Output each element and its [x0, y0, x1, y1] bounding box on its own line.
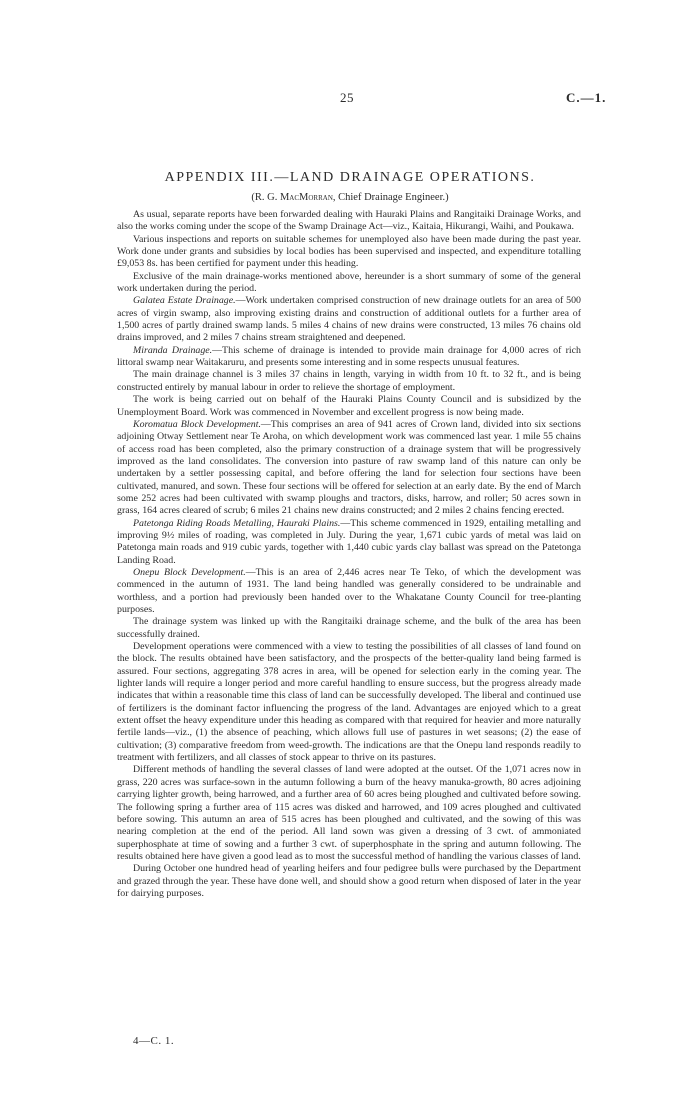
paragraph	[117, 234, 581, 271]
paragraph-text: Different methods of handling the several classes of land were adopted at the outset. Of the 1,071 acres now in grass, 220 acres was surface-sown in the autumn following a burn of the heavy manuka-growth, 80 acres adjoining carrying lighter growth, being harrowed, and a further area of 60 acres being ploughed and cultivated before sowing. The following spring a further area of 115 acres was disked and harrowed, and 109 acres ploughed and cultivated before sowing. This autumn an area of 515 acres has been ploughed and cultivated, and the sowing of this was nearing completion at the end of the period. All land sown was given a dressing of 3 cwt. of ammoniated superphosphate at time of sowing and a further 3 cwt. of superphosphate in the spring and autumn following. The results obtained here have given a good lead as to most the successful method of handling the various classes of land.	[117, 764, 581, 862]
signature-mark: 4—C. 1.	[133, 1035, 175, 1047]
paragraph	[117, 518, 581, 567]
page-number: 25	[340, 90, 354, 105]
paragraph	[117, 419, 581, 518]
paragraph-text: Various inspections and reports on suitable schemes for unemployed also have been made during the past year. Work done under grants and subsidies by local bodies has been supervised and inspected, and expenditure totalling £9,053 8s. has been certified for payment under this heading.	[117, 233, 581, 270]
paragraph-lead: Patetonga Riding Roads Metalling, Hauraki Plains.	[133, 517, 341, 529]
page-header	[0, 90, 700, 106]
paragraph	[117, 764, 581, 863]
paragraph-lead: Miranda Drainage.	[133, 344, 213, 356]
author-close: , Chief Drainage Engineer.)	[332, 192, 449, 203]
paragraph-text: Development operations were commenced with a view to testing the possibilities of all classes of land found on the block. The results obtained have been satisfactory, and the prospects of the better-quality land being farmed is assured. Four sections, aggregating 378 acres in area, will be opened for selection early in the coming year. The lighter lands will require a longer period and more careful handling to ensure success, but the progress already made indicates that within a reasonable time this class of land can be successfully developed. The liberal and continued use of fertilizers is the dominant factor influencing the progress of the land. Advantages are enjoyed which to a great extent offset the heavy expenditure under this heading as compared with that required for heavier and more naturally fertile lands—viz., (1) the absence of peaching, which allows full use of pastures in wet seasons; (2) the ease of cultivation; (3) comparative freedom from weed-growth. The indications are that the Onepu land responds readily to treatment with fertilizers, and all classes of stock appear to thrive on its pastures.	[117, 641, 581, 764]
paragraph-lead: Onepu Block Development.	[133, 566, 246, 578]
appendix-title: APPENDIX III.—LAND DRAINAGE OPERATIONS.	[164, 170, 536, 185]
paragraph-text: The work is being carried out on behalf of the Hauraki Plains County Council and is subsidized by the Unemployment Board. Work was commenced in November and excellent progress is now being made.	[117, 394, 581, 418]
paragraph	[117, 369, 581, 394]
paragraph	[117, 863, 581, 900]
paragraph-text: As usual, separate reports have been forwarded dealing with Hauraki Plains and Rangitaiki Drainage Works, and also the works coming under the scope of the Swamp Drainage Act—viz., Kaitaia, Hikurangi, Waihi, and Poukawa.	[117, 209, 581, 233]
author-name: MacMorran	[279, 192, 333, 203]
report-body	[117, 209, 581, 900]
paragraph-text: —Work undertaken comprised construction of new drainage outlets for an area of 500 acres of virgin swamp, also improving existing drains and construction of additional outlets for a further area of 1,500 acres of partly drained swamp lands. 5 miles 4 chains of new drains were constructed, 13 miles 76 chains old drains improved, and 2 miles 7 chains stream straightened and deepened.	[117, 295, 581, 344]
paragraph	[117, 209, 581, 234]
paragraph-text: —This is an area of 2,446 acres near Te Teko, of which the development was commenced in the autumn of 1931. The land being handled was generally considered to be undrainable and worthless, and a portion had previously been handed over to the Whakatane County Council for tree-planting purposes.	[117, 566, 581, 615]
paragraph-text: During October one hundred head of yearling heifers and four pedigree bulls were purchased by the Department and grazed through the year. These have done well, and should show a good return when disposed of later in the year for dairying purposes.	[117, 863, 581, 899]
paragraph-text: The drainage system was linked up with the Rangitaiki drainage scheme, and the bulk of the area has been successfully drained.	[117, 616, 581, 640]
paragraph	[117, 616, 581, 641]
author-line	[0, 192, 700, 203]
paragraph	[117, 295, 581, 344]
paragraph	[117, 641, 581, 764]
document-reference: C.—1.	[566, 90, 607, 105]
paragraph-lead: Koromatua Block Development.	[133, 418, 261, 430]
paragraph-text: —This scheme commenced in 1929, entailing metalling and improving 9½ miles of roading, was completed in July. During the year, 1,671 cubic yards of metal was laid on Patetonga main roads and 919 cubic yards, together with 1,440 cubic yards clay ballast was spread on the Patetonga Landing Road.	[117, 517, 581, 566]
paragraph	[117, 271, 581, 296]
paragraph-text: Exclusive of the main drainage-works mentioned above, hereunder is a short summary of some of the general work undertaken during the period.	[117, 270, 581, 295]
paragraph-lead: Galatea Estate Drainage.	[133, 295, 236, 307]
paragraph	[117, 345, 581, 370]
paragraph	[117, 567, 581, 616]
paragraph-text: The main drainage channel is 3 miles 37 chains in length, varying in width from 10 ft. to 32 ft., and is being constructed entirely by manual labour in order to relieve the shortage of employment.	[117, 369, 581, 393]
paragraph-text: —This comprises an area of 941 acres of Crown land, divided into six sections adjoining Otway Settlement near Te Aroha, on which development work was commenced last year. 1 mile 55 chains of access road has been completed, also the primary construction of a drainage system that will be progressively improved as the land consolidates. The conversion into pasture of raw swamp land of this nature can only be undertaken by a settler possessing capital, and before offering the land for selection four sections have been cultivated, manured, and sown. These four sections will be offered for selection at an early date. By the end of March some 252 acres had been cultivated with swamp ploughs and tractors, disks, harrow, and roller; 50 acres sown in grass, 164 acres cleared of scrub; 6 miles 21 chains new drains constructed; and 2 miles 2 chains fencing erected.	[117, 418, 581, 517]
paragraph-text: —This scheme of drainage is intended to provide main drainage for 4,000 acres of rich littoral swamp near Waitakaruru, and presents some interesting and in some respects unusual features.	[117, 344, 581, 369]
paragraph	[117, 394, 581, 419]
author-open: (R. G.	[251, 192, 280, 203]
